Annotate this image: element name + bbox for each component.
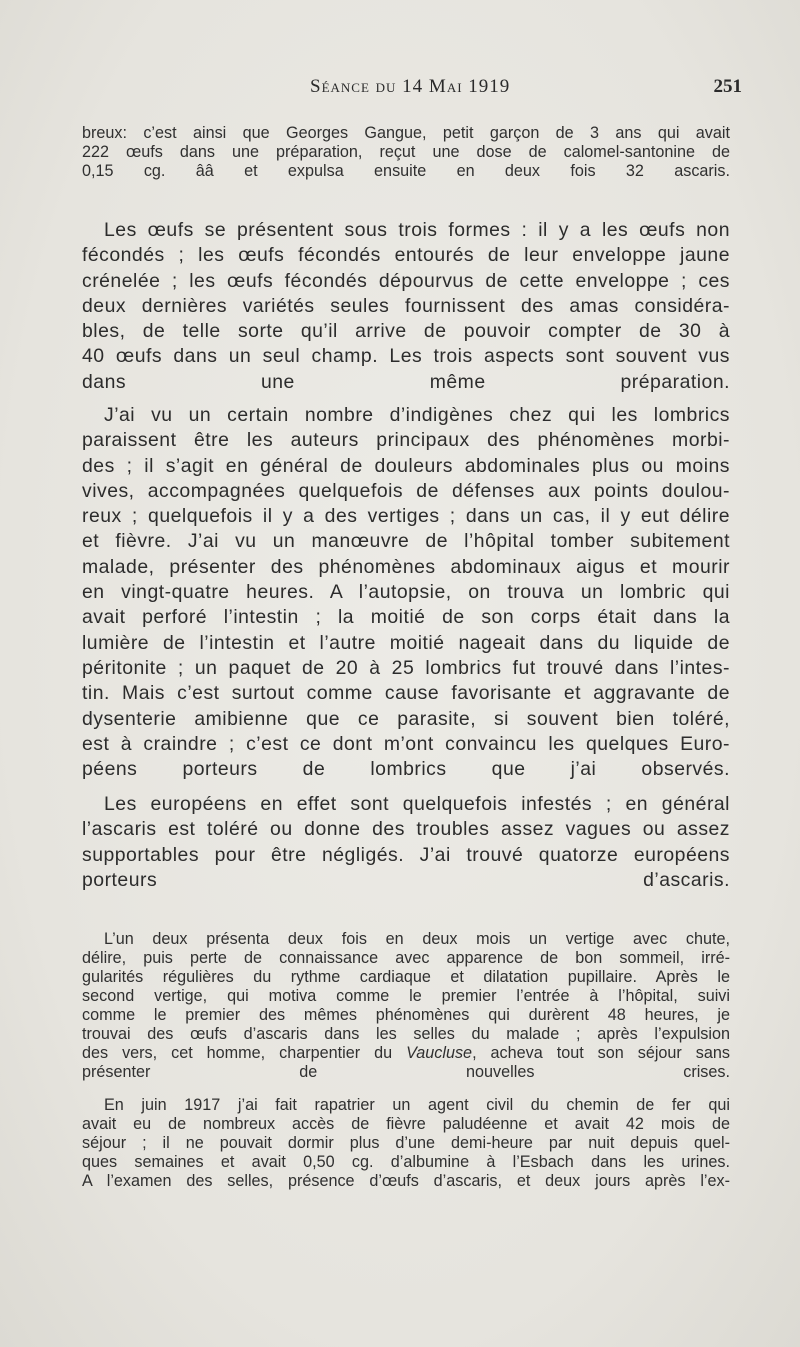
- text-line: reux ; quelquefois il y a des vertiges ; dans un cas, il y eut délire: [82, 505, 730, 528]
- text-line: J’ai vu un certain nombre d’indigènes chez qui les lombrics: [104, 404, 730, 426]
- text-line: délire, puis perte de connaissance avec apparence de bon sommeil, irré-: [82, 949, 730, 967]
- text-segment: des vers, cet homme, charpentier du: [82, 1044, 407, 1062]
- text-line: péens porteurs de lombrics que j’ai observés.: [82, 758, 730, 781]
- text-line: péritonite ; un paquet de 20 à 25 lombrics fut trouvé dans l’intes-: [82, 656, 730, 679]
- text-line: vives, accompagnées quelquefois de défenses aux points doulou-: [82, 479, 730, 502]
- text-line: séjour ; il ne pouvait dormir plus d’une demi-heure par nuit depuis quel-: [82, 1134, 730, 1152]
- text-line: En juin 1917 j’ai fait rapatrier un agent civil du chemin de fer qui: [104, 1096, 730, 1114]
- text-line: L’un deux présenta deux fois en deux mois un vertige avec chute,: [104, 930, 730, 948]
- paragraph-egg-forms: [82, 218, 730, 395]
- text-line: des ; il s’agit en général de douleurs abdominales plus ou moins: [82, 454, 730, 477]
- paragraph-europeens: [82, 792, 730, 893]
- running-head-title: Séance du 14 Mai 1919: [310, 76, 511, 97]
- text-line: est à craindre ; c’est ce dont m’ont convaincu les quelques Euro-: [82, 732, 730, 755]
- text-line: fécondés ; les œufs fécondés entourés de leur enveloppe jaune: [82, 244, 730, 267]
- text-line: [82, 1044, 730, 1063]
- text-line: bles, de telle sorte qu’il arrive de pouvoir compter de 30 à: [82, 320, 730, 343]
- text-line: 222 œufs dans une préparation, reçut une dose de calomel-santonine de: [82, 143, 730, 161]
- text-line: Les européens en effet sont quelquefois infestés ; en général: [104, 793, 730, 815]
- text-line: second vertige, qui motiva comme le premier l’entrée à l’hôpital, suivi: [82, 987, 730, 1005]
- text-line: deux dernières variétés seules fournissent des amas considéra-: [82, 294, 730, 317]
- paragraph-case-vertige: [82, 930, 730, 1082]
- text-line: crénelée ; les œufs fécondés dépourvus de cette enveloppe ; ces: [82, 269, 730, 292]
- text-line: supportables pour être négligés. J’ai trouvé quatorze européens: [82, 843, 730, 866]
- text-line: paraissent être les auteurs principaux des phénomènes morbi-: [82, 429, 730, 452]
- text-line: et fièvre. J’ai vu un manœuvre de l’hôpital tomber subitement: [82, 530, 730, 553]
- text-line: malade, présenter des phénomènes abdominaux aigus et mourir: [82, 555, 730, 578]
- text-line: breux: c’est ainsi que Georges Gangue, petit garçon de 3 ans qui avait: [82, 124, 730, 142]
- text-line: Les œufs se présentent sous trois formes : il y a les œufs non: [104, 219, 730, 241]
- paragraph-continuation: [82, 124, 730, 181]
- text-line: porteurs d’ascaris.: [82, 868, 730, 891]
- text-line: A l’examen des selles, présence d’œufs d’ascaris, et deux jours après l’ex-: [82, 1172, 730, 1190]
- italic-place-name: Vaucluse: [406, 1044, 473, 1062]
- text-line: présenter de nouvelles crises.: [82, 1063, 730, 1081]
- text-line: 0,15 cg. ââ et expulsa ensuite en deux fois 32 ascaris.: [82, 162, 730, 180]
- text-line: avait eu de nombreux accès de fièvre paludéenne et avait 42 mois de: [82, 1115, 730, 1133]
- paragraph-case-rapatrie: [82, 1096, 730, 1191]
- text-line: dysenterie amibienne que ce parasite, si souvent bien toléré,: [82, 707, 730, 730]
- paragraph-indigenes: [82, 403, 730, 782]
- text-line: trouvai des œufs d’ascaris dans les selles du malade ; après l’expulsion: [82, 1025, 730, 1043]
- page-number: 251: [713, 76, 742, 97]
- text-line: gularités régulières du rythme cardiaque et dilatation pupillaire. Après le: [82, 968, 730, 986]
- text-line: tin. Mais c’est surtout comme cause favorisante et aggravante de: [82, 682, 730, 705]
- text-line: comme le premier des mêmes phénomènes qui durèrent 48 heures, je: [82, 1006, 730, 1024]
- text-line: avait perforé l’intestin ; la moitié de son corps était dans la: [82, 606, 730, 629]
- text-line: en vingt-quatre heures. A l’autopsie, on trouva un lombric qui: [82, 581, 730, 604]
- text-line: 40 œufs dans un seul champ. Les trois aspects sont souvent vus: [82, 345, 730, 368]
- text-line: l’ascaris est toléré ou donne des troubles assez vagues ou assez: [82, 818, 730, 841]
- text-line: dans une même préparation.: [82, 370, 730, 393]
- text-line: ques semaines et avait 0,50 cg. d’albumine à l’Esbach dans les urines.: [82, 1153, 730, 1171]
- text-segment: , acheva tout son séjour sans: [472, 1044, 730, 1062]
- running-head: [80, 76, 740, 106]
- text-line: lumière de l’intestin et l’autre moitié nageait dans du liquide de: [82, 631, 730, 654]
